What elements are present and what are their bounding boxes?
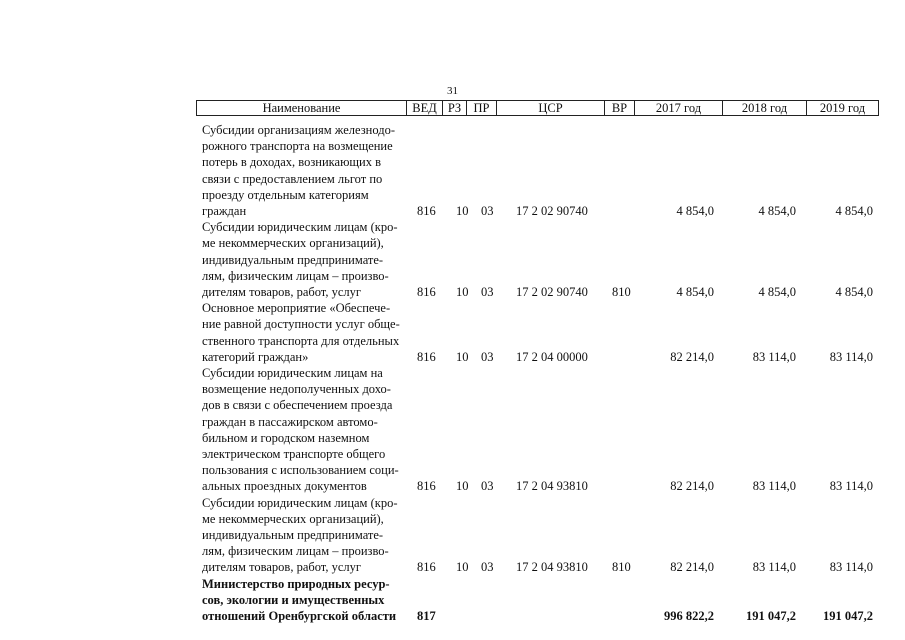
name-line: сов, экологии и имущественных <box>202 592 385 607</box>
cell-2019: 83 114,0 <box>829 560 873 575</box>
cell-pr: 03 <box>481 560 494 575</box>
header-2017: 2017 год <box>635 101 723 115</box>
name-line: возмещение недополученных дохо- <box>202 382 391 397</box>
name-line: ме некоммерческих организаций), <box>202 236 384 251</box>
cell-rz: 10 <box>456 284 469 299</box>
cell-ved: 816 <box>417 560 436 575</box>
header-ved: ВЕД <box>407 101 443 115</box>
name-line: ме некоммерческих организаций), <box>202 511 384 526</box>
cell-2019: 4 854,0 <box>835 284 873 299</box>
name-line: Министерство природных ресур- <box>202 576 390 591</box>
cell-pr: 03 <box>481 349 494 364</box>
cell-name <box>202 365 402 495</box>
cell-2019: 4 854,0 <box>835 203 873 218</box>
name-line: связи с предоставлением льгот по <box>202 171 383 186</box>
name-line: рожного транспорта на возмещение <box>202 139 393 154</box>
cell-name <box>202 495 402 576</box>
name-line: ние равной доступности услуг обще- <box>202 317 400 332</box>
cell-2018: 83 114,0 <box>752 479 796 494</box>
name-line: дов в связи с обеспечением проезда <box>202 398 393 413</box>
cell-2018: 83 114,0 <box>752 560 796 575</box>
cell-2017: 82 214,0 <box>670 349 714 364</box>
page-number: 31 <box>447 85 458 97</box>
cell-csr: 17 2 02 90740 <box>516 203 588 218</box>
cell-csr: 17 2 02 90740 <box>516 284 588 299</box>
cell-2017: 996 822,2 <box>664 608 714 623</box>
header-vr: ВР <box>605 101 635 115</box>
name-line: альных проездных документов <box>202 479 367 494</box>
cell-ved: 816 <box>417 284 436 299</box>
name-line: граждан в пассажирском автомо- <box>202 414 378 429</box>
table-row <box>0 576 905 625</box>
name-line: дителям товаров, работ, услуг <box>202 560 361 575</box>
cell-2018: 4 854,0 <box>758 203 796 218</box>
cell-rz: 10 <box>456 560 469 575</box>
table-row <box>0 219 905 300</box>
name-line: лям, физическим лицам – произво- <box>202 544 389 559</box>
name-line: дителям товаров, работ, услуг <box>202 285 361 299</box>
header-csr: ЦСР <box>497 101 605 115</box>
cell-vr: 810 <box>612 284 631 299</box>
cell-2019: 83 114,0 <box>829 349 873 364</box>
cell-name <box>202 219 402 300</box>
header-rz: РЗ <box>443 101 467 115</box>
table-row <box>0 495 905 576</box>
cell-pr: 03 <box>481 479 494 494</box>
cell-name <box>202 122 402 219</box>
name-line: Субсидии юридическим лицам на <box>202 366 383 380</box>
cell-rz: 10 <box>456 203 469 218</box>
cell-ved: 816 <box>417 479 436 494</box>
cell-2018: 4 854,0 <box>758 284 796 299</box>
cell-ved: 817 <box>417 608 436 623</box>
name-line: индивидуальным предпринимате- <box>202 528 384 542</box>
cell-2017: 4 854,0 <box>676 203 714 218</box>
name-line: Субсидии организациям железнодо- <box>202 123 396 137</box>
cell-csr: 17 2 04 93810 <box>516 479 588 494</box>
name-line: пользования с использованием соци- <box>202 463 399 478</box>
cell-2018: 191 047,2 <box>746 608 796 623</box>
header-2018: 2018 год <box>723 101 807 115</box>
cell-2019: 191 047,2 <box>823 608 873 623</box>
cell-2018: 83 114,0 <box>752 349 796 364</box>
cell-rz: 10 <box>456 349 469 364</box>
name-line: отношений Оренбургской области <box>202 609 397 623</box>
cell-pr: 03 <box>481 284 494 299</box>
cell-2017: 82 214,0 <box>670 479 714 494</box>
name-line: индивидуальным предпринимате- <box>202 252 384 267</box>
name-line: категорий граждан» <box>202 349 309 364</box>
cell-vr: 810 <box>612 560 631 575</box>
cell-pr: 03 <box>481 203 494 218</box>
name-line: граждан <box>202 204 247 219</box>
name-line: Основное мероприятие «Обеспече- <box>202 301 391 316</box>
cell-csr: 17 2 04 00000 <box>516 349 588 364</box>
table-row <box>0 300 905 365</box>
cell-name <box>202 576 402 625</box>
table-row <box>0 122 905 219</box>
header-2019: 2019 год <box>819 101 866 115</box>
cell-rz: 10 <box>456 479 469 494</box>
name-line: Субсидии юридическим лицам (кро- <box>202 220 398 235</box>
cell-2019: 83 114,0 <box>829 479 873 494</box>
table-row <box>0 365 905 495</box>
name-line: ственного транспорта для отдельных <box>202 333 400 348</box>
name-line: проезду отдельным категориям <box>202 187 369 202</box>
cell-ved: 816 <box>417 349 436 364</box>
cell-csr: 17 2 04 93810 <box>516 560 588 575</box>
header-pr: ПР <box>467 101 497 115</box>
table-header <box>196 100 879 116</box>
name-line: Субсидии юридическим лицам (кро- <box>202 495 398 510</box>
name-line: бильном и городском наземном <box>202 430 370 445</box>
header-name: Наименование <box>197 101 407 115</box>
name-line: потерь в доходах, возникающих в <box>202 155 382 170</box>
name-line: электрическом транспорте общего <box>202 447 386 462</box>
cell-ved: 816 <box>417 203 436 218</box>
cell-2017: 82 214,0 <box>670 560 714 575</box>
cell-name <box>202 300 402 365</box>
cell-2017: 4 854,0 <box>676 284 714 299</box>
name-line: лям, физическим лицам – произво- <box>202 268 389 283</box>
